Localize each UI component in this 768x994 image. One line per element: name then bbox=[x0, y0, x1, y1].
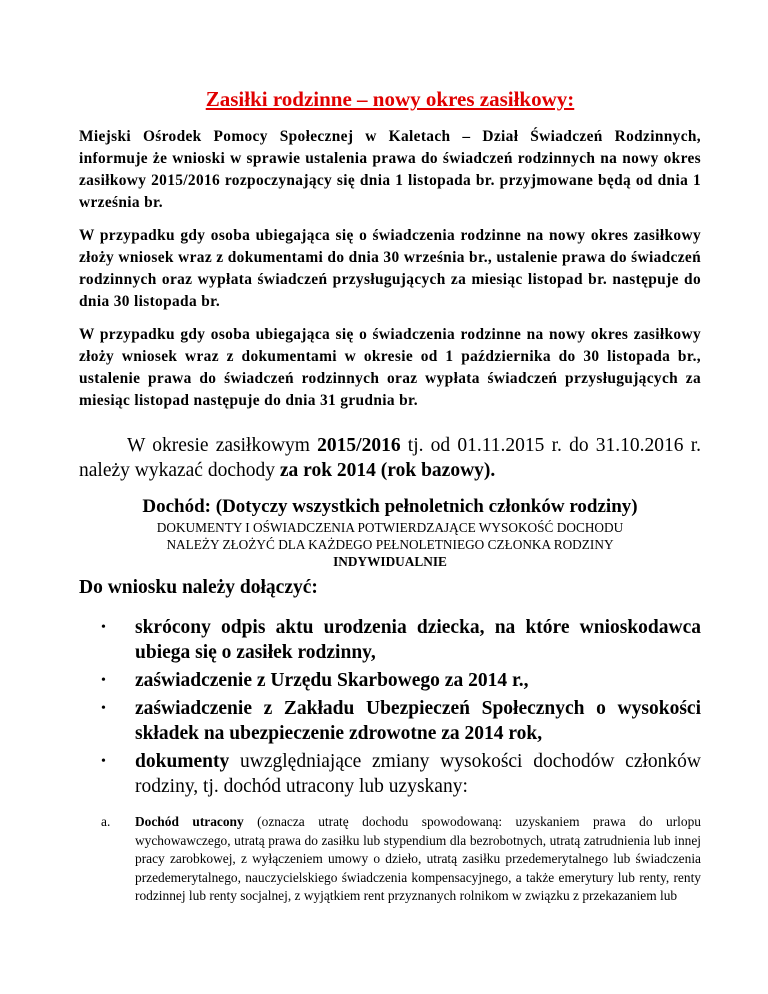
bullet-icon: • bbox=[101, 673, 106, 688]
period-text-1: W okresie zasiłkowym bbox=[127, 435, 318, 456]
list-marker: a. bbox=[101, 814, 111, 829]
lost-income-term: Dochód utracony bbox=[135, 814, 244, 829]
attachment-tax-certificate: zaświadczenie z Urzędu Skarbowego za 2014 r., bbox=[135, 670, 529, 691]
attachments-list bbox=[79, 615, 701, 799]
lost-income-paragraph bbox=[79, 813, 701, 906]
documents-note-line-1: DOKUMENTY I OŚWIADCZENIA POTWIERDZAJĄCE WYSOKOŚĆ DOCHODU bbox=[156, 520, 624, 535]
attachment-documents-bold: dokumenty bbox=[135, 751, 230, 772]
list-item bbox=[79, 696, 701, 746]
list-item bbox=[79, 615, 701, 665]
attachments-heading: Do wniosku należy dołączyć: bbox=[79, 577, 318, 598]
list-item bbox=[79, 668, 701, 693]
documents-note-line-2: NALEŻY ZŁOŻYĆ DLA KAŻDEGO PEŁNOLETNIEGO CZŁONKA RODZINY bbox=[166, 537, 614, 552]
base-year-paragraph bbox=[79, 433, 701, 483]
attachment-zus-certificate: zaświadczenie z Zakładu Ubezpieczeń Społecznych o wysokości składek na ubezpieczenie zdrowotne za 2014 rok, bbox=[135, 698, 701, 744]
period-years: 2015/2016 bbox=[317, 435, 401, 456]
document-title: Zasiłki rodzinne – nowy okres zasiłkowy: bbox=[205, 87, 575, 111]
deadline-november-paragraph: W przypadku gdy osoba ubiegająca się o świadczenia rodzinne na nowy okres zasiłkowy złoży wniosek wraz z dokumentami w okresie od 1 października do 30 listopada br., ustalenie prawa do świadczeń rodzinnych oraz wypłata świadczeń przysługujących za miesiąc listopad następuje do dnia 31 grudnia br. bbox=[79, 326, 701, 409]
deadline-september-paragraph: W przypadku gdy osoba ubiegająca się o świadczenia rodzinne na nowy okres zasiłkowy złoży wniosek wraz z dokumentami do dnia 30 września br., ustalenie prawa do świadczeń rodzinnych oraz wypłata świadczeń przysługujących za miesiąc listopad br. następuje do dnia 30 listopada br. bbox=[79, 227, 701, 310]
income-heading: Dochód: (Dotyczy wszystkich pełnoletnich członków rodziny) bbox=[142, 496, 638, 517]
attachment-birth-certificate: skrócony odpis aktu urodzenia dziecka, na które wnioskodawca ubiega się o zasiłek rodzinny, bbox=[135, 617, 701, 663]
intro-paragraph: Miejski Ośrodek Pomocy Społecznej w Kaletach – Dział Świadczeń Rodzinnych, informuje że wnioski w sprawie ustalenia prawa do świadczeń rodzinnych na nowy okres zasiłkowy 2015/2016 rozpoczynający się dnia 1 listopada br. przyjmowane będą od dnia 1 września br. bbox=[79, 128, 701, 211]
period-text-2: tj. od 01.11.2015 r. do 31.10.2016 r. należy wykazać dochody bbox=[79, 435, 701, 481]
bullet-icon: • bbox=[101, 620, 106, 635]
documents-note-line-3: INDYWIDUALNIE bbox=[333, 554, 447, 569]
list-item bbox=[79, 749, 701, 799]
base-year: za rok 2014 (rok bazowy). bbox=[279, 460, 496, 481]
bullet-icon: • bbox=[101, 754, 106, 769]
lost-income-definition: (oznacza utratę dochodu spowodowaną: uzyskaniem prawa do urlopu wychowawczego, utratą prawa do zasiłku lub stypendium dla bezrobotnych, utratą zatrudnienia lub innej pracy zarobkowej, z wyłączeniem umowy o dzieło, utratą zasiłku przedemerytalnego lub świadczenia przedemerytalnego, nauczycielskiego świadczenia kompensacyjnego, a także emerytury lub renty, renty rodzinnej lub renty socjalnej, z wyjątkiem rent przyznanych rolnikom w związku z przekazaniem lub bbox=[135, 814, 701, 903]
attachment-documents-text: uwzględniające zmiany wysokości dochodów członków rodziny, tj. dochód utracony lub uzyskany: bbox=[135, 751, 701, 797]
document-page bbox=[79, 0, 701, 906]
bullet-icon: • bbox=[101, 701, 106, 716]
